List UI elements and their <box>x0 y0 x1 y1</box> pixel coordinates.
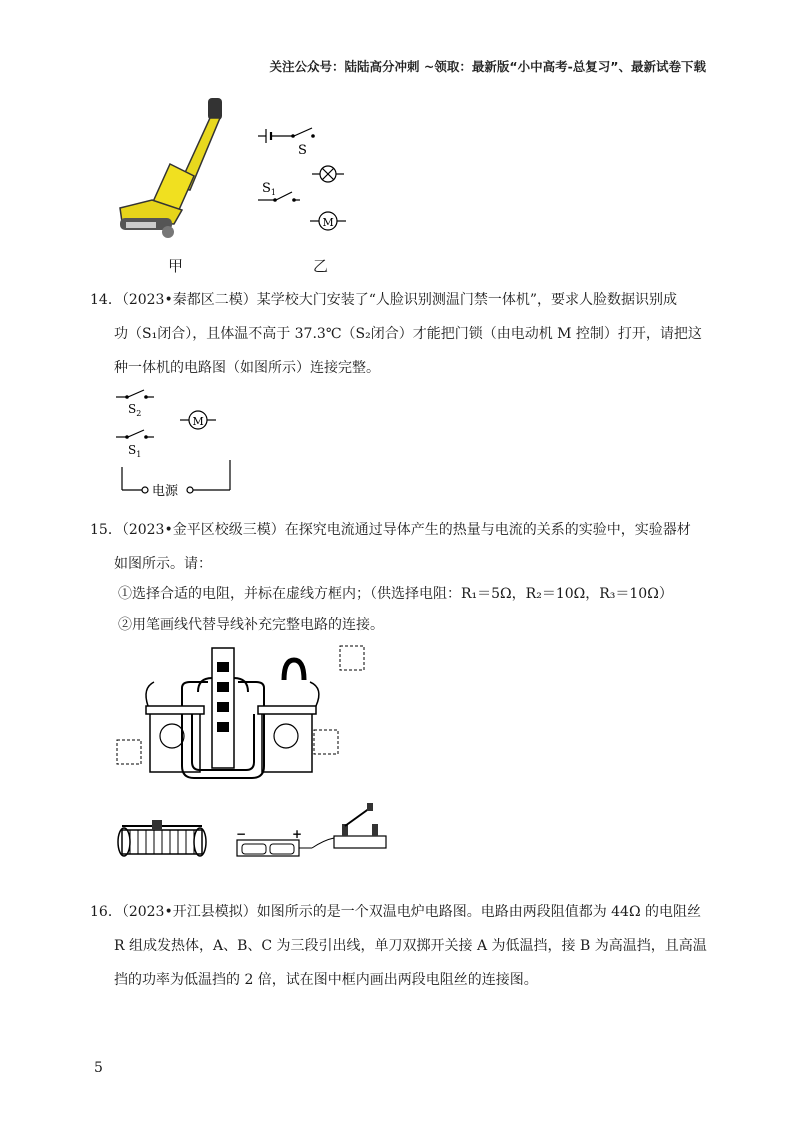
power-label: 电源 <box>152 484 179 497</box>
floor-cleaner-illustration <box>112 92 237 247</box>
q16-line-1: 16．（2023•开江县模拟）如图所示的是一个双温电炉电路图。电路由两段阻值都为 44Ω 的电阻丝 <box>90 904 702 920</box>
question-16 <box>90 895 710 997</box>
q14-circuit-diagram <box>112 385 242 497</box>
q14-line-3: 种一体机的电路图（如图所示）连接完整。 <box>114 360 380 376</box>
switch-s-label: S <box>298 143 307 158</box>
q15-line-2: 如图所示。请： <box>114 556 212 572</box>
question-14 <box>90 283 710 385</box>
battery-minus-label: − <box>236 827 247 841</box>
q15-item-2: ②用笔画线代替导线补充完整电路的连接。 <box>118 617 384 633</box>
q14-line-1: 14．（2023•秦都区二模）某学校大门安装了“人脸识别测温门禁一体机”，要求人脸数据识别成 <box>90 292 678 308</box>
figure-label-yi: 乙 <box>313 257 329 275</box>
motor-label-13: M <box>322 216 334 229</box>
q16-line-3: 挡的功率为低温挡的 2 倍，试在图中框内画出两段电阻丝的连接图。 <box>114 972 538 988</box>
motor-label-14: M <box>192 415 204 428</box>
q16-line-2: R 组成发热体，A、B、C 为三段引出线，单刀双掷开关接 A 为低温挡，接 B 为高温挡，且高温 <box>114 938 707 954</box>
battery-plus-label: + <box>292 827 303 841</box>
q14-line-2: 功（S₁闭合），且体温不高于 37.3℃（S₂闭合）才能把门锁（由电动机 M 控制）打开，请把这 <box>114 326 702 342</box>
page-header: 关注公众号：陆陆高分冲刺 ~领取：最新版“小中高考-总复习”、最新试卷下载 <box>269 59 706 74</box>
q15-apparatus-diagram <box>112 640 392 875</box>
circuit-components-yi <box>252 118 362 243</box>
q15-line-1: 15．（2023•金平区校级三模）在探究电流通过导体产生的热量与电流的关系的实验中，实验器材 <box>90 522 691 538</box>
switch-s1-label: $S_1$ <box>262 181 276 197</box>
q15-item-1: ①选择合适的电阻，并标在虚线方框内；（供选择电阻：R₁＝5Ω，R₂＝10Ω，R₃＝10Ω） <box>118 586 673 602</box>
question-15 <box>90 513 710 581</box>
figure-label-jia: 甲 <box>168 257 184 275</box>
s1-label: $S_1$ <box>128 443 142 459</box>
page-number: 5 <box>94 1060 103 1076</box>
s2-label: $S_2$ <box>128 402 142 418</box>
